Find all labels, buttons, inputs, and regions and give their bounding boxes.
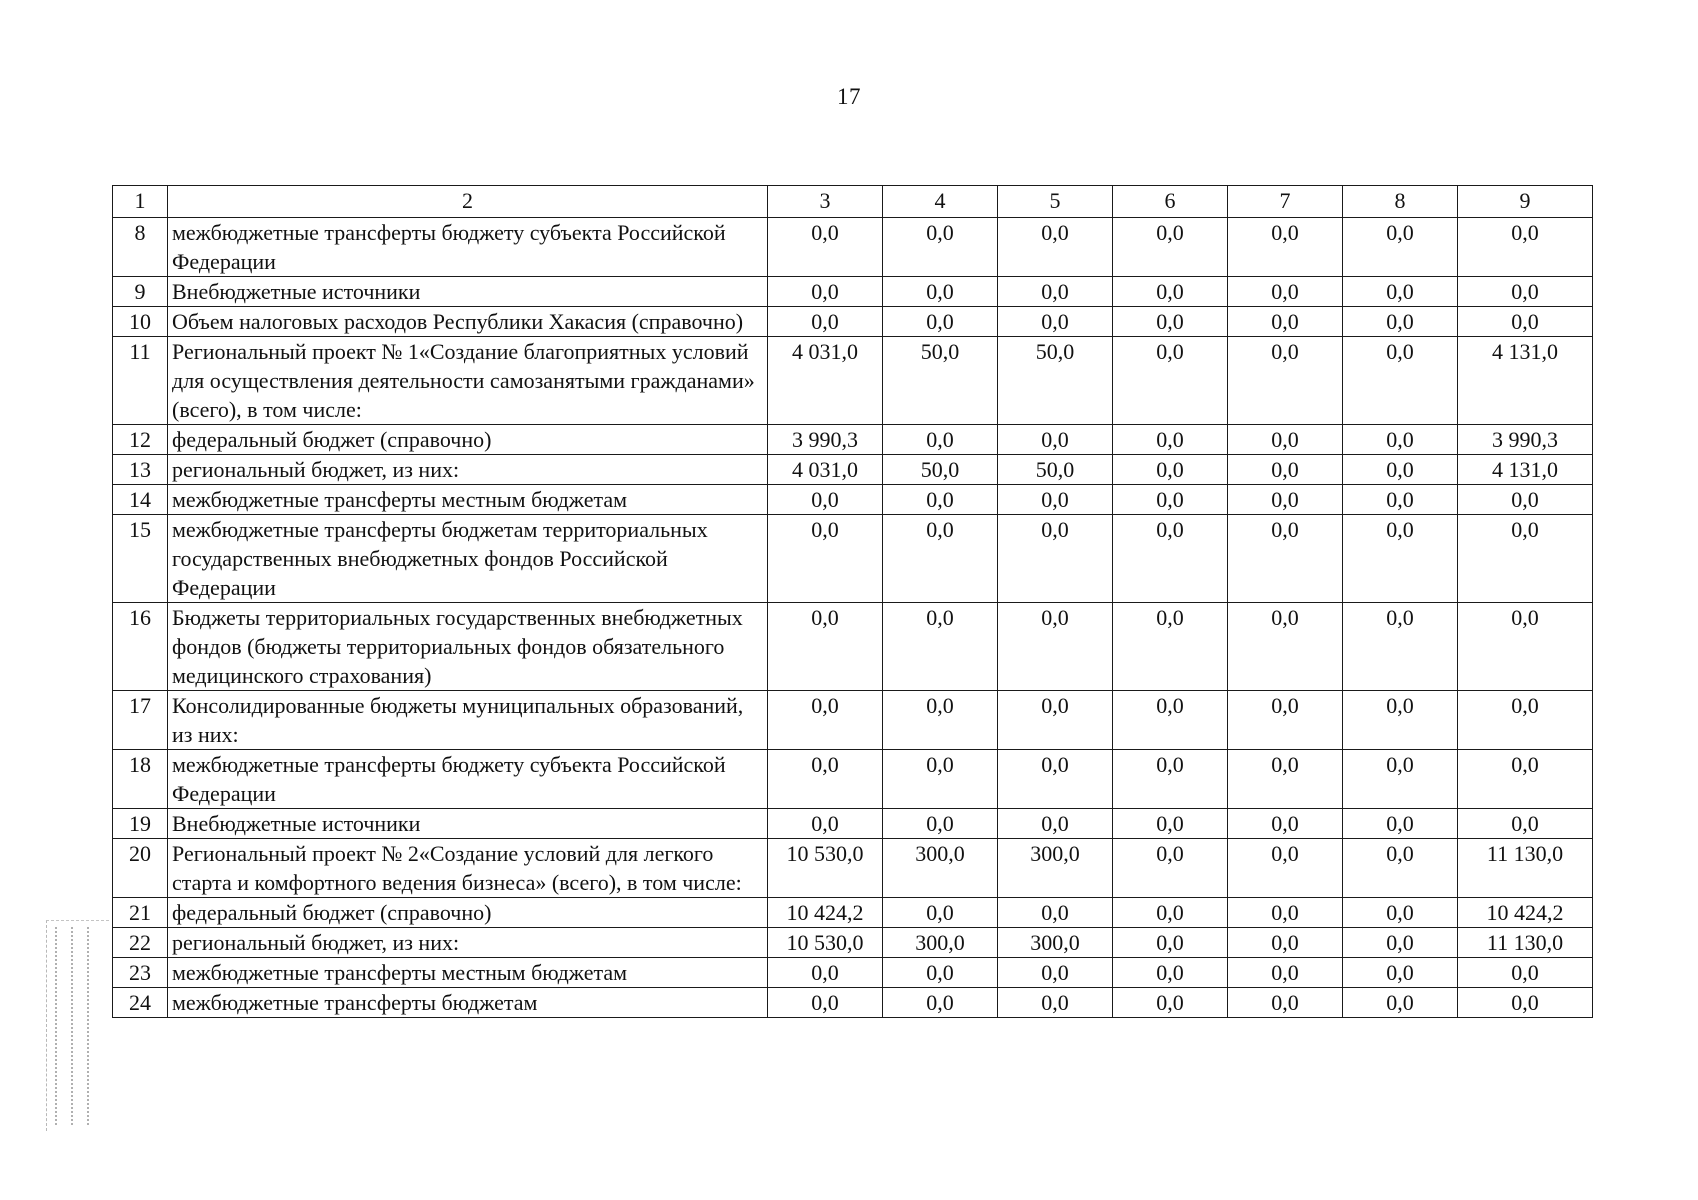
row-number: 15 xyxy=(113,515,168,603)
row-value: 0,0 xyxy=(1228,515,1343,603)
row-name: Региональный проект № 1«Создание благоприятных условий для осуществления деятельности самозанятыми гражданами» (всего), в том числе: xyxy=(168,337,768,425)
row-value: 0,0 xyxy=(1228,485,1343,515)
row-value: 0,0 xyxy=(1113,928,1228,958)
row-value: 0,0 xyxy=(998,425,1113,455)
row-value: 0,0 xyxy=(883,898,998,928)
table-body xyxy=(113,186,1593,1018)
header-cell: 1 xyxy=(113,186,168,218)
row-value: 300,0 xyxy=(883,839,998,898)
row-value: 0,0 xyxy=(768,958,883,988)
row-number: 17 xyxy=(113,691,168,750)
row-value: 0,0 xyxy=(1113,988,1228,1018)
row-value: 50,0 xyxy=(998,455,1113,485)
row-value: 0,0 xyxy=(1228,898,1343,928)
row-value: 0,0 xyxy=(1343,603,1458,691)
row-value: 0,0 xyxy=(1458,958,1593,988)
row-value: 0,0 xyxy=(1343,691,1458,750)
row-number: 20 xyxy=(113,839,168,898)
table-row xyxy=(113,485,1593,515)
row-value: 4 031,0 xyxy=(768,337,883,425)
row-value: 4 031,0 xyxy=(768,455,883,485)
row-value: 11 130,0 xyxy=(1458,839,1593,898)
row-value: 0,0 xyxy=(998,277,1113,307)
header-cell: 5 xyxy=(998,186,1113,218)
table-row xyxy=(113,691,1593,750)
row-name: межбюджетные трансферты бюджету субъекта Российской Федерации xyxy=(168,750,768,809)
row-number: 19 xyxy=(113,809,168,839)
row-number: 22 xyxy=(113,928,168,958)
row-value: 0,0 xyxy=(1228,603,1343,691)
row-value: 0,0 xyxy=(1458,691,1593,750)
row-value: 0,0 xyxy=(1343,425,1458,455)
row-value: 50,0 xyxy=(883,337,998,425)
row-value: 0,0 xyxy=(1113,337,1228,425)
row-value: 0,0 xyxy=(1113,307,1228,337)
row-value: 0,0 xyxy=(998,307,1113,337)
row-value: 0,0 xyxy=(1343,277,1458,307)
row-value: 0,0 xyxy=(998,515,1113,603)
row-value: 0,0 xyxy=(1458,218,1593,277)
row-value: 0,0 xyxy=(1228,337,1343,425)
row-value: 10 424,2 xyxy=(768,898,883,928)
row-value: 0,0 xyxy=(883,485,998,515)
table-row xyxy=(113,277,1593,307)
row-value: 300,0 xyxy=(998,839,1113,898)
table-row xyxy=(113,839,1593,898)
row-value: 0,0 xyxy=(1458,277,1593,307)
row-value: 0,0 xyxy=(1343,928,1458,958)
row-value: 0,0 xyxy=(998,958,1113,988)
row-value: 0,0 xyxy=(768,750,883,809)
row-value: 0,0 xyxy=(1343,307,1458,337)
row-value: 0,0 xyxy=(1228,455,1343,485)
page-number: 17 xyxy=(837,84,861,109)
table-row xyxy=(113,750,1593,809)
row-name: Внебюджетные источники xyxy=(168,277,768,307)
row-value: 0,0 xyxy=(1113,839,1228,898)
row-value: 10 530,0 xyxy=(768,928,883,958)
row-number: 12 xyxy=(113,425,168,455)
stamp-line xyxy=(87,927,93,1125)
header-cell: 9 xyxy=(1458,186,1593,218)
row-value: 0,0 xyxy=(1343,337,1458,425)
row-value: 0,0 xyxy=(883,218,998,277)
row-value: 0,0 xyxy=(1113,515,1228,603)
row-name: региональный бюджет, из них: xyxy=(168,928,768,958)
row-number: 9 xyxy=(113,277,168,307)
row-value: 3 990,3 xyxy=(768,425,883,455)
row-value: 0,0 xyxy=(1113,485,1228,515)
row-value: 0,0 xyxy=(1228,691,1343,750)
row-value: 0,0 xyxy=(1343,958,1458,988)
table-row xyxy=(113,515,1593,603)
row-value: 0,0 xyxy=(1228,750,1343,809)
row-value: 0,0 xyxy=(768,485,883,515)
row-value: 0,0 xyxy=(998,603,1113,691)
header-cell: 8 xyxy=(1343,186,1458,218)
row-value: 0,0 xyxy=(1113,425,1228,455)
row-value: 0,0 xyxy=(1458,515,1593,603)
row-value: 0,0 xyxy=(998,691,1113,750)
row-value: 0,0 xyxy=(883,958,998,988)
row-value: 0,0 xyxy=(883,277,998,307)
row-value: 50,0 xyxy=(883,455,998,485)
row-value: 0,0 xyxy=(998,988,1113,1018)
row-value: 0,0 xyxy=(883,515,998,603)
row-value: 0,0 xyxy=(1343,988,1458,1018)
row-value: 0,0 xyxy=(1113,455,1228,485)
row-value: 0,0 xyxy=(1343,515,1458,603)
row-value: 0,0 xyxy=(768,603,883,691)
row-value: 0,0 xyxy=(883,988,998,1018)
row-value: 0,0 xyxy=(1113,603,1228,691)
row-name: Объем налоговых расходов Республики Хакасия (справочно) xyxy=(168,307,768,337)
table-row xyxy=(113,337,1593,425)
row-value: 0,0 xyxy=(1228,809,1343,839)
row-value: 0,0 xyxy=(768,691,883,750)
row-value: 0,0 xyxy=(883,603,998,691)
row-value: 0,0 xyxy=(883,809,998,839)
row-value: 0,0 xyxy=(1113,958,1228,988)
row-value: 0,0 xyxy=(1228,307,1343,337)
row-value: 0,0 xyxy=(1228,928,1343,958)
stamp-line xyxy=(55,927,61,1125)
row-value: 0,0 xyxy=(1343,218,1458,277)
table-row xyxy=(113,988,1593,1018)
row-value: 0,0 xyxy=(1343,839,1458,898)
budget-table xyxy=(112,185,1593,1018)
row-value: 0,0 xyxy=(1228,958,1343,988)
table-row xyxy=(113,218,1593,277)
table-row xyxy=(113,603,1593,691)
header-cell: 6 xyxy=(1113,186,1228,218)
row-value: 10 530,0 xyxy=(768,839,883,898)
row-name: межбюджетные трансферты местным бюджетам xyxy=(168,958,768,988)
row-value: 0,0 xyxy=(1228,425,1343,455)
table-header-row xyxy=(113,186,1593,218)
row-value: 0,0 xyxy=(1458,809,1593,839)
row-number: 18 xyxy=(113,750,168,809)
row-value: 0,0 xyxy=(1458,988,1593,1018)
row-value: 10 424,2 xyxy=(1458,898,1593,928)
row-value: 0,0 xyxy=(1458,603,1593,691)
row-name: Консолидированные бюджеты муниципальных образований, из них: xyxy=(168,691,768,750)
table-row xyxy=(113,809,1593,839)
row-value: 0,0 xyxy=(1458,750,1593,809)
row-value: 0,0 xyxy=(1113,218,1228,277)
header-cell: 7 xyxy=(1228,186,1343,218)
row-number: 11 xyxy=(113,337,168,425)
row-value: 0,0 xyxy=(1343,455,1458,485)
row-name: Внебюджетные источники xyxy=(168,809,768,839)
row-number: 23 xyxy=(113,958,168,988)
row-value: 11 130,0 xyxy=(1458,928,1593,958)
row-value: 0,0 xyxy=(1113,809,1228,839)
table-row xyxy=(113,307,1593,337)
row-number: 21 xyxy=(113,898,168,928)
row-value: 0,0 xyxy=(1458,485,1593,515)
row-value: 0,0 xyxy=(998,218,1113,277)
row-value: 0,0 xyxy=(768,809,883,839)
row-number: 16 xyxy=(113,603,168,691)
row-name: Бюджеты территориальных государственных внебюджетных фондов (бюджеты территориальных фондов обязательного медицинского страхования) xyxy=(168,603,768,691)
header-cell: 4 xyxy=(883,186,998,218)
row-value: 0,0 xyxy=(883,691,998,750)
row-number: 8 xyxy=(113,218,168,277)
row-value: 0,0 xyxy=(1113,750,1228,809)
header-cell: 3 xyxy=(768,186,883,218)
row-value: 0,0 xyxy=(1343,809,1458,839)
row-value: 0,0 xyxy=(1343,485,1458,515)
row-value: 0,0 xyxy=(1113,691,1228,750)
row-value: 0,0 xyxy=(768,307,883,337)
row-value: 4 131,0 xyxy=(1458,455,1593,485)
row-name: межбюджетные трансферты бюджетам xyxy=(168,988,768,1018)
row-name: межбюджетные трансферты бюджетам территориальных государственных внебюджетных фондов Российской Федерации xyxy=(168,515,768,603)
table-row xyxy=(113,958,1593,988)
row-number: 14 xyxy=(113,485,168,515)
row-value: 0,0 xyxy=(1343,898,1458,928)
row-number: 24 xyxy=(113,988,168,1018)
row-value: 0,0 xyxy=(998,750,1113,809)
row-name: межбюджетные трансферты бюджету субъекта Российской Федерации xyxy=(168,218,768,277)
row-value: 50,0 xyxy=(998,337,1113,425)
row-value: 0,0 xyxy=(1228,277,1343,307)
row-value: 0,0 xyxy=(883,307,998,337)
row-name: региональный бюджет, из них: xyxy=(168,455,768,485)
row-value: 0,0 xyxy=(883,425,998,455)
row-name: федеральный бюджет (справочно) xyxy=(168,425,768,455)
row-name: федеральный бюджет (справочно) xyxy=(168,898,768,928)
row-value: 4 131,0 xyxy=(1458,337,1593,425)
table-row xyxy=(113,455,1593,485)
row-value: 0,0 xyxy=(768,988,883,1018)
row-value: 0,0 xyxy=(1343,750,1458,809)
row-number: 10 xyxy=(113,307,168,337)
row-value: 0,0 xyxy=(998,898,1113,928)
table-row xyxy=(113,898,1593,928)
row-value: 0,0 xyxy=(1458,307,1593,337)
stamp-line xyxy=(71,927,77,1125)
margin-stamp xyxy=(46,920,109,1131)
row-value: 0,0 xyxy=(768,277,883,307)
row-name: Региональный проект № 2«Создание условий для легкого старта и комфортного ведения бизнеса» (всего), в том числе: xyxy=(168,839,768,898)
table-row xyxy=(113,928,1593,958)
row-value: 0,0 xyxy=(883,750,998,809)
table-row xyxy=(113,425,1593,455)
header-cell: 2 xyxy=(168,186,768,218)
row-value: 3 990,3 xyxy=(1458,425,1593,455)
row-value: 0,0 xyxy=(1228,218,1343,277)
row-value: 0,0 xyxy=(768,218,883,277)
row-number: 13 xyxy=(113,455,168,485)
row-value: 0,0 xyxy=(1113,898,1228,928)
row-value: 0,0 xyxy=(998,485,1113,515)
row-value: 0,0 xyxy=(1113,277,1228,307)
row-name: межбюджетные трансферты местным бюджетам xyxy=(168,485,768,515)
row-value: 300,0 xyxy=(883,928,998,958)
row-value: 0,0 xyxy=(1228,988,1343,1018)
row-value: 300,0 xyxy=(998,928,1113,958)
row-value: 0,0 xyxy=(1228,839,1343,898)
row-value: 0,0 xyxy=(998,809,1113,839)
row-value: 0,0 xyxy=(768,515,883,603)
